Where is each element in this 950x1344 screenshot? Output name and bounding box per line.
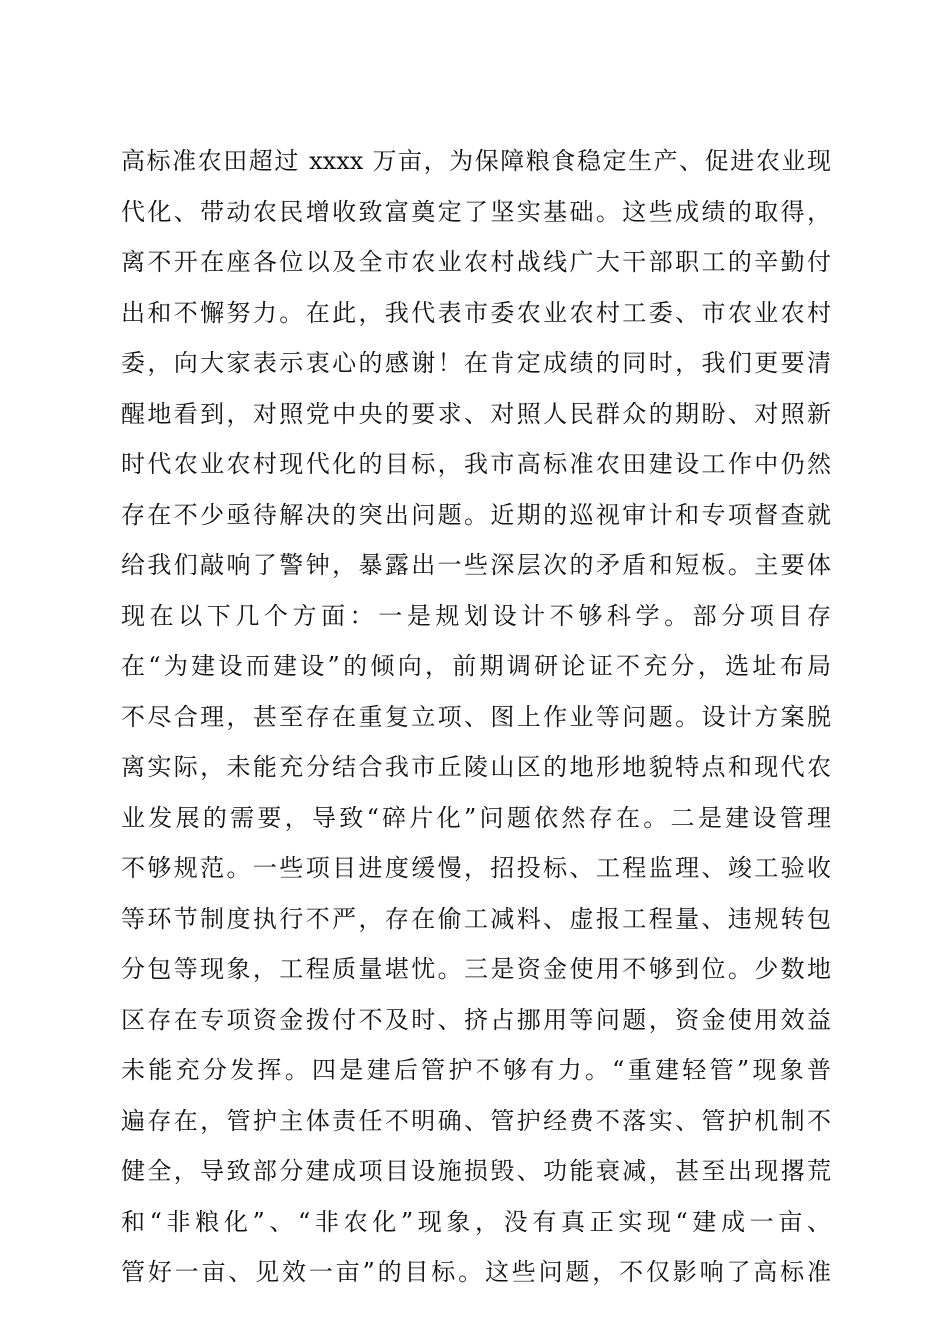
text-line: 委，向大家表示衷心的感谢！在肯定成绩的同时，我们更要清: [121, 349, 831, 377]
text-line: 离实际，未能充分结合我市丘陵山区的地形地貌特点和现代农: [121, 753, 831, 781]
body-text: [121, 136, 831, 1298]
text-line: 现在以下几个方面：一是规划设计不够科学。部分项目存: [121, 601, 831, 630]
text-line: 和“非粮化”、“非农化”现象，没有真正实现“建成一亩、: [121, 1207, 831, 1236]
text-line: 代化、带动农民增收致富奠定了坚实基础。这些成绩的取得，: [121, 197, 831, 226]
text-line: 等环节制度执行不严，存在偷工减料、虚报工程量、违规转包: [121, 904, 831, 933]
text-line: 区存在专项资金拨付不及时、挤占挪用等问题，资金使用效益: [121, 1005, 831, 1034]
text-line: 管好一亩、见效一亩”的目标。这些问题，不仅影响了高标准: [121, 1258, 831, 1286]
text-line: 遍存在，管护主体责任不明确、管护经费不落实、管护机制不: [121, 1106, 831, 1135]
text-line: 离不开在座各位以及全市农业农村战线广大干部职工的辛勤付: [121, 248, 831, 276]
text-line: 不尽合理，甚至存在重复立项、图上作业等问题。设计方案脱: [121, 702, 831, 731]
text-line: 出和不懈努力。在此，我代表市委农业农村工委、市农业农村: [121, 298, 831, 327]
text-line: 健全，导致部分建成项目设施损毁、功能衰减，甚至出现撂荒: [121, 1157, 831, 1185]
text-line: 在“为建设而建设”的倾向，前期调研论证不充分，选址布局: [121, 652, 831, 680]
text-line: 业发展的需要，导致“碎片化”问题依然存在。二是建设管理: [121, 803, 831, 832]
text-line: 时代农业农村现代化的目标，我市高标准农田建设工作中仍然: [121, 450, 831, 478]
text-line: 高标准农田超过 xxxx 万亩，为保障粮食稳定生产、促进农业现: [121, 147, 831, 175]
text-line: 不够规范。一些项目进度缓慢，招投标、工程监理、竣工验收: [121, 854, 831, 882]
text-line: 未能充分发挥。四是建后管护不够有力。“重建轻管”现象普: [121, 1056, 831, 1084]
text-line: 醒地看到，对照党中央的要求、对照人民群众的期盼、对照新: [121, 399, 831, 428]
text-line: 分包等现象，工程质量堪忧。三是资金使用不够到位。少数地: [121, 955, 831, 983]
text-line: 存在不少亟待解决的突出问题。近期的巡视审计和专项督查就: [121, 500, 831, 529]
text-line: 给我们敲响了警钟，暴露出一些深层次的矛盾和短板。主要体: [121, 551, 831, 579]
